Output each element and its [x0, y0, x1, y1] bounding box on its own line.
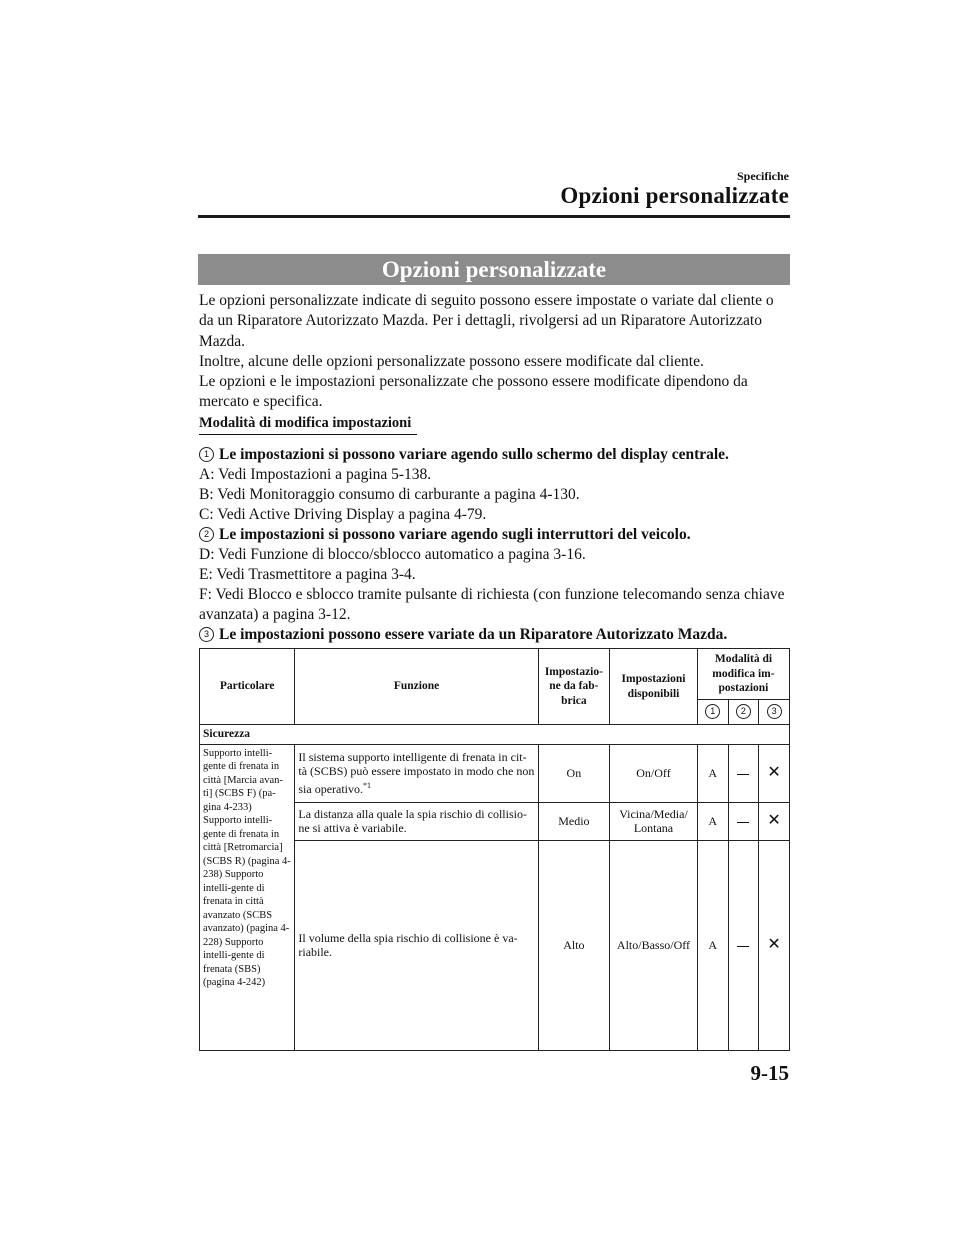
col-header-default: Impostazio-ne da fab-brica [538, 649, 609, 725]
section-banner: Opzioni personalizzate [198, 254, 790, 285]
method-2-heading [199, 525, 791, 545]
mode-1-cell: A [697, 802, 728, 840]
table-section-row: Sicurezza [200, 725, 790, 745]
intro-paragraph: Le opzioni e le impostazioni personalizzate che possono essere modificate dipendono da mercato e specifica. [199, 373, 748, 411]
method-f: F: Vedi Blocco e sblocco tramite pulsante di richiesta (con funzione telecomando senza chiave avanzata) a pagina 3-12. [199, 586, 785, 623]
default-cell: Medio [538, 802, 609, 840]
circled-3-icon: 3 [199, 627, 214, 642]
intro-paragraph: Inoltre, alcune delle opzioni personalizzate possono essere modificate dal cliente. [199, 352, 704, 370]
mode-col-2 [728, 700, 759, 725]
cross-icon: ✕ [767, 811, 781, 829]
cross-icon: ✕ [767, 763, 781, 781]
dash-icon [737, 946, 749, 947]
available-cell: Alto/Basso/Off [610, 840, 698, 1050]
funzione-cell: La distanza alla quale la spia rischio di collisio-ne si attiva è variabile. [295, 802, 538, 840]
method-d: D: Vedi Funzione di blocco/sblocco automatico a pagina 3-16. [199, 546, 586, 563]
cross-icon: ✕ [767, 935, 781, 953]
custom-options-table [199, 648, 790, 1051]
circled-2-icon: 2 [199, 527, 214, 542]
mode-3-cell [759, 840, 790, 1050]
default-cell: On [538, 744, 609, 802]
mode-col-3 [759, 700, 790, 725]
section-heading: Modalità di modifica impostazioni [199, 415, 417, 435]
circled-1-icon: 1 [199, 447, 214, 462]
method-1-text: Le impostazioni si possono variare agendo sullo schermo del display centrale. [219, 446, 729, 463]
mode-1-cell: A [697, 744, 728, 802]
method-3-text: Le impostazioni possono essere variate da un Riparatore Autorizzato Mazda. [219, 626, 728, 643]
running-header-section: Specifiche [737, 169, 789, 183]
col-header-mode: Modalità di modifica im-postazioni [697, 649, 789, 700]
circled-2-icon: 2 [736, 704, 751, 719]
available-cell: Vicina/Media/ Lontana [610, 802, 698, 840]
mode-col-1 [697, 700, 728, 725]
footnote-ref: *1 [363, 780, 372, 790]
intro-paragraph: Le opzioni personalizzate indicate di seguito possono essere impostate o variate dal cliente o da un Riparatore Autorizzato Mazda. Per i dettagli, rivolgersi ad un Riparatore Autorizzato Mazda. [199, 292, 774, 350]
circled-1-icon: 1 [705, 704, 720, 719]
method-e: E: Vedi Trasmettitore a pagina 3-4. [199, 566, 416, 583]
default-cell: Alto [538, 840, 609, 1050]
method-b: B: Vedi Monitoraggio consumo di carburante a pagina 4-130. [199, 486, 580, 503]
mode-2-cell [728, 802, 759, 840]
mode-2-cell [728, 744, 759, 802]
dash-icon [737, 774, 749, 775]
available-cell: On/Off [610, 744, 698, 802]
method-c: C: Vedi Active Driving Display a pagina 4-79. [199, 506, 487, 523]
funzione-cell: Il volume della spia rischio di collisione è va-riabile. [295, 840, 538, 1050]
funzione-cell [295, 744, 538, 802]
funzione-text: Il sistema supporto intelligente di frenata in cit-tà (SCBS) può essere impostato in modo che non sia operativo. [298, 749, 535, 796]
intro-text [199, 291, 791, 413]
col-header-available: Impostazioni disponibili [610, 649, 698, 725]
mode-3-cell [759, 744, 790, 802]
col-header-particolare: Particolare [200, 649, 295, 725]
table-row [200, 744, 790, 802]
page-number: 9-15 [750, 1061, 789, 1085]
mode-2-cell [728, 840, 759, 1050]
col-header-funzione: Funzione [295, 649, 538, 725]
circled-3-icon: 3 [767, 704, 782, 719]
method-3-heading [199, 625, 791, 645]
particolare-cell: Supporto intelli-gente di frenata in città [Marcia avan-ti] (SCBS F) (pa-gina 4-233) Supporto intelli-gente di frenata in città [Retromarcia] (SCBS R) (pagina 4-238) Supporto intelli-gente di frenata in città avanzato (SCBS avanzato) (pagina 4-228) Supporto intelli-gente di frenata (SBS) (pagina 4-242) [200, 744, 295, 1050]
mode-1-cell: A [697, 840, 728, 1050]
running-header-title: Opzioni personalizzate [560, 183, 789, 208]
mode-3-cell [759, 802, 790, 840]
dash-icon [737, 822, 749, 823]
method-1-heading [199, 445, 791, 465]
header-rule [198, 215, 790, 218]
method-a: A: Vedi Impostazioni a pagina 5-138. [199, 466, 432, 483]
method-2-text: Le impostazioni si possono variare agendo sugli interruttori del veicolo. [219, 526, 691, 543]
